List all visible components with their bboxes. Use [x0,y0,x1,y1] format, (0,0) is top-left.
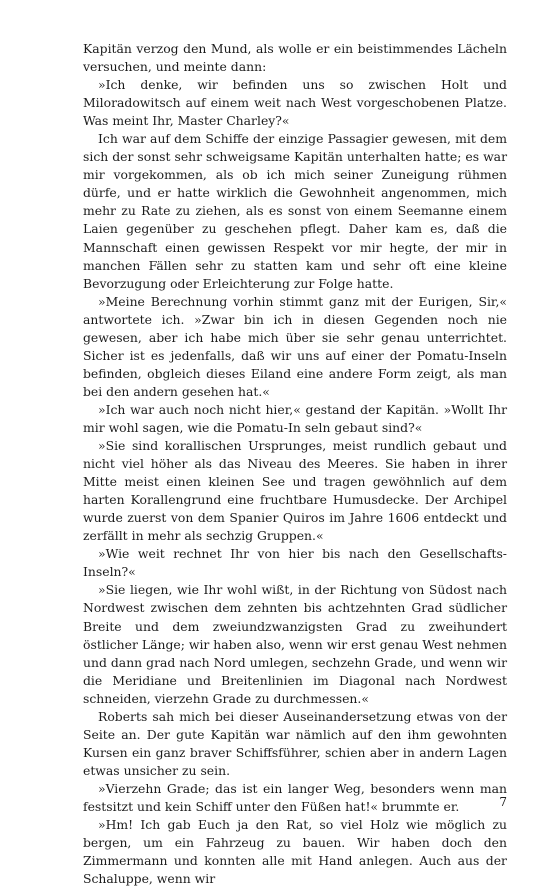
paragraph-3: Ich war auf dem Schiffe der einzige Passagier gewesen, mit dem sich der sonst sehr schweigsame Kapitän unterhalten hatte; es war mir vorgekommen, als ob ich mich seiner Zuneigung rühmen dürfe, und er hatte wirklich die Gewohnheit angenommen, mich mehr zu Rate zu ziehen, als es sonst von einem Seemanne einem Laien gegenüber zu geschehen pflegt. Daher kam es, daß die Mannschaft einen gewissen Respekt vor mir hegte, der mir in manchen Fällen sehr zu statten kam und sehr oft eine kleine Bevorzugung oder Erleichterung zur Folge hatte. [83,131,507,291]
paragraph-9: Roberts sah mich bei dieser Auseinandersetzung etwas von der Seite an. Der gute Kapitän war nämlich auf den ihm gewohnten Kursen ein ganz braver Schiffsführer, schien aber in andern Lagen etwas unsicher zu sein. [83,708,507,778]
body-text [83,40,507,888]
paragraph-6: »Sie sind korallischen Ursprunges, meist rundlich gebaut und nicht viel höher als das Niveau des Meeres. Sie haben in ihrer Mitte meist einen kleinen See und tragen gewöhnlich auf dem harten Korallengrund eine fruchtbare Humusdecke. Der Archipel wurde zuerst von dem Spanier Quiros im Jahre 1606 entdeckt und zerfällt in mehr als sechzig Gruppen.« [83,438,507,544]
paragraph-2: »Ich denke, wir befinden uns so zwischen Holt und Miloradowitsch auf einem weit nach West vorgeschobenen Platze. Was meint Ihr, Master Charley?« [83,77,507,129]
paragraph-1: Kapitän verzog den Mund, als wolle er ein beistimmendes Lächeln versuchen, und meinte dann: [83,41,507,75]
paragraph-5: »Ich war auch noch nicht hier,« gestand der Kapitän. »Wollt Ihr mir wohl sagen, wie die Pomatu-In seln gebaut sind?« [83,401,507,435]
paragraph-8: »Sie liegen, wie Ihr wohl wißt, in der Richtung von Südost nach Nordwest zwischen dem zehnten bis achtzehnten Grad südlicher Breite und dem zweiundzwanzigsten Grad zu zweihundert östlicher Länge; wir haben also, wenn wir erst genau West nehmen und dann grad nach Nord umlegen, sechzehn Grade, und wenn wir die Meridiane und Breitenlinien im Diagonal nach Nordwest schneiden, vierzehn Grade zu durchmessen.« [83,582,507,706]
paragraph-10: »Vierzehn Grade; das ist ein langer Weg, besonders wenn man festsitzt und kein Schiff unter den Füßen hat!« brummte er. [83,780,507,814]
page-number: 7 [499,795,507,809]
paragraph-11: »Hm! Ich gab Euch ja den Rat, so viel Holz wie möglich zu bergen, um ein Fahrzeug zu bauen. Wir haben doch den Zimmermann und konnten alle mit Hand anlegen. Auch aus der Schaluppe, wenn wir [83,817,507,887]
paragraph-4: »Meine Berechnung vorhin stimmt ganz mit der Eurigen, Sir,« antwortete ich. »Zwar bin ich in diesen Gegenden noch nie gewesen, aber ich habe mich über sie sehr genau unterrichtet. Sicher ist es jedenfalls, daß wir uns auf einer der Pomatu-Inseln befinden, obgleich dieses Eiland eine andere Form zeigt, als man bei den andern gesehen hat.« [83,293,507,399]
paragraph-7: »Wie weit rechnet Ihr von hier bis nach den Gesellschafts-Inseln?« [83,546,507,580]
